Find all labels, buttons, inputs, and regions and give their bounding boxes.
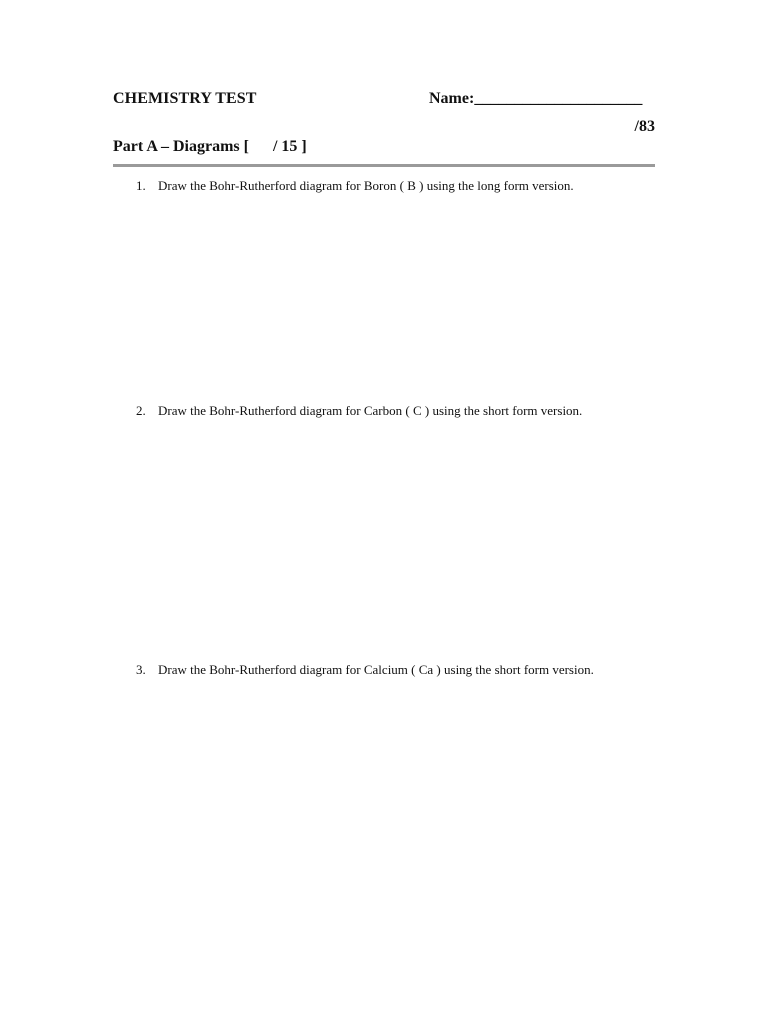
question-number: 3. bbox=[136, 662, 146, 677]
part-a-heading: Part A – Diagrams [ / 15 ] bbox=[113, 138, 307, 155]
test-title: CHEMISTRY TEST bbox=[113, 90, 257, 107]
name-field-line: Name:_____________________ bbox=[429, 90, 643, 107]
section-divider bbox=[113, 164, 655, 167]
question-text: Draw the Bohr-Rutherford diagram for Carbon ( C ) using the short form version. bbox=[158, 403, 583, 418]
question-text: Draw the Bohr-Rutherford diagram for Boron ( B ) using the long form version. bbox=[158, 178, 574, 193]
question-2 bbox=[136, 401, 656, 420]
question-text: Draw the Bohr-Rutherford diagram for Calcium ( Ca ) using the short form version. bbox=[158, 662, 594, 677]
question-3 bbox=[136, 660, 636, 679]
total-score: /83 bbox=[634, 118, 655, 135]
question-number: 2. bbox=[136, 403, 146, 418]
question-number: 1. bbox=[136, 178, 146, 193]
question-1 bbox=[136, 176, 656, 195]
